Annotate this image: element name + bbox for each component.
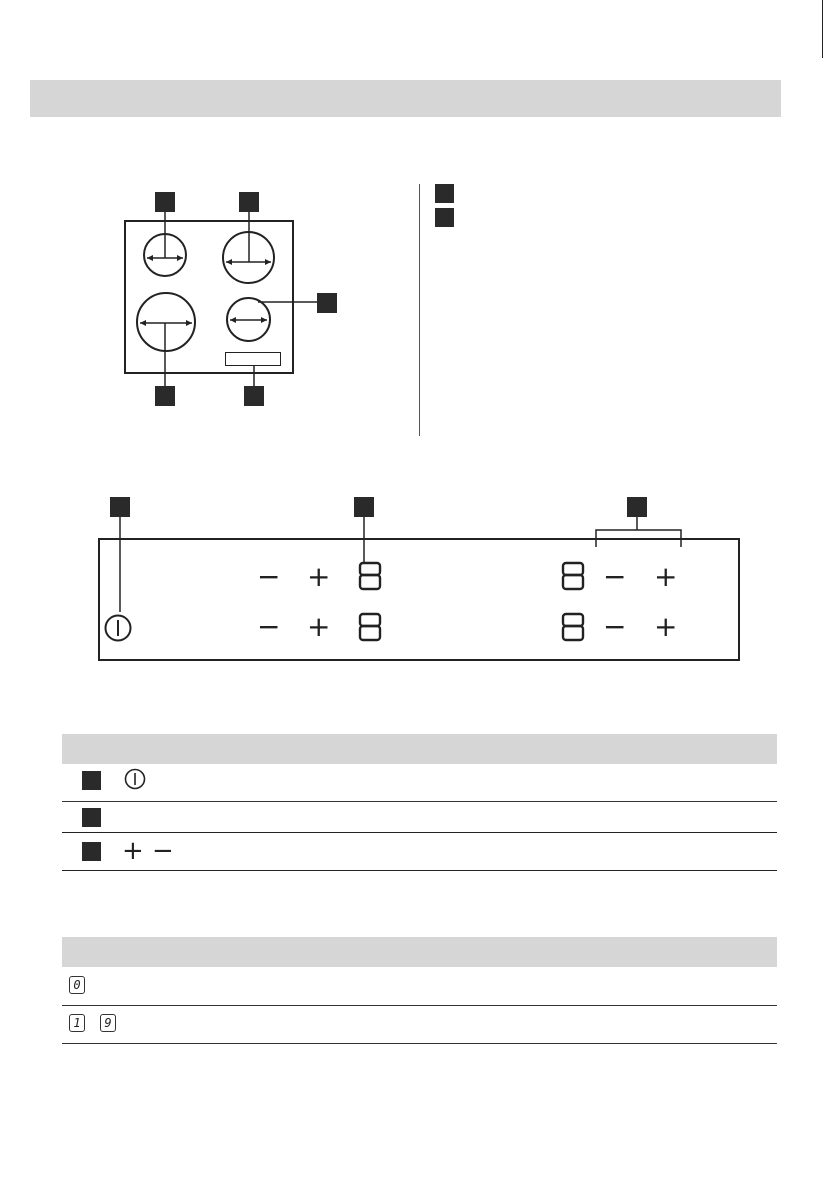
power-icon bbox=[124, 768, 146, 790]
table-row-divider bbox=[62, 801, 777, 802]
legend-marker bbox=[435, 208, 454, 227]
table-row-divider bbox=[62, 870, 777, 871]
table-row-marker bbox=[82, 808, 101, 827]
double-arrow-icon bbox=[140, 320, 146, 326]
plus-symbol: + bbox=[122, 836, 144, 866]
table-row-marker bbox=[82, 842, 101, 861]
plus-button[interactable]: + bbox=[307, 560, 331, 593]
table-row-divider bbox=[62, 832, 777, 833]
seven-segment-display bbox=[357, 612, 383, 642]
table-row-marker bbox=[82, 771, 101, 790]
sensor-table-header bbox=[62, 734, 777, 764]
double-arrow-icon bbox=[177, 255, 183, 261]
legend-marker bbox=[435, 184, 454, 203]
minus-button[interactable]: − bbox=[257, 560, 281, 593]
double-arrow-icon bbox=[186, 320, 192, 326]
double-arrow-icon bbox=[226, 259, 232, 265]
display-indicator: 9 bbox=[100, 1014, 116, 1032]
seven-segment-display bbox=[560, 561, 586, 591]
display-indicator: 1 bbox=[69, 1014, 85, 1032]
display-table-header bbox=[62, 937, 777, 967]
seven-segment-display bbox=[560, 612, 586, 642]
plus-button[interactable]: + bbox=[307, 610, 331, 643]
minus-button[interactable]: − bbox=[257, 610, 281, 643]
minus-button[interactable]: − bbox=[603, 560, 627, 593]
double-arrow-icon bbox=[230, 317, 236, 323]
plus-button[interactable]: + bbox=[654, 560, 678, 593]
seven-segment-display bbox=[357, 561, 383, 591]
double-arrow-icon bbox=[261, 317, 267, 323]
minus-button[interactable]: − bbox=[603, 610, 627, 643]
minus-symbol: − bbox=[152, 836, 174, 866]
plus-button[interactable]: + bbox=[654, 610, 678, 643]
power-icon[interactable] bbox=[104, 614, 132, 642]
table-row-divider bbox=[62, 1005, 777, 1006]
table-row-divider bbox=[62, 1043, 777, 1044]
double-arrow-icon bbox=[265, 259, 271, 265]
panel-leader-lines bbox=[0, 480, 839, 680]
column-divider bbox=[419, 184, 420, 436]
display-indicator: 0 bbox=[69, 976, 85, 994]
double-arrow-icon bbox=[147, 255, 153, 261]
